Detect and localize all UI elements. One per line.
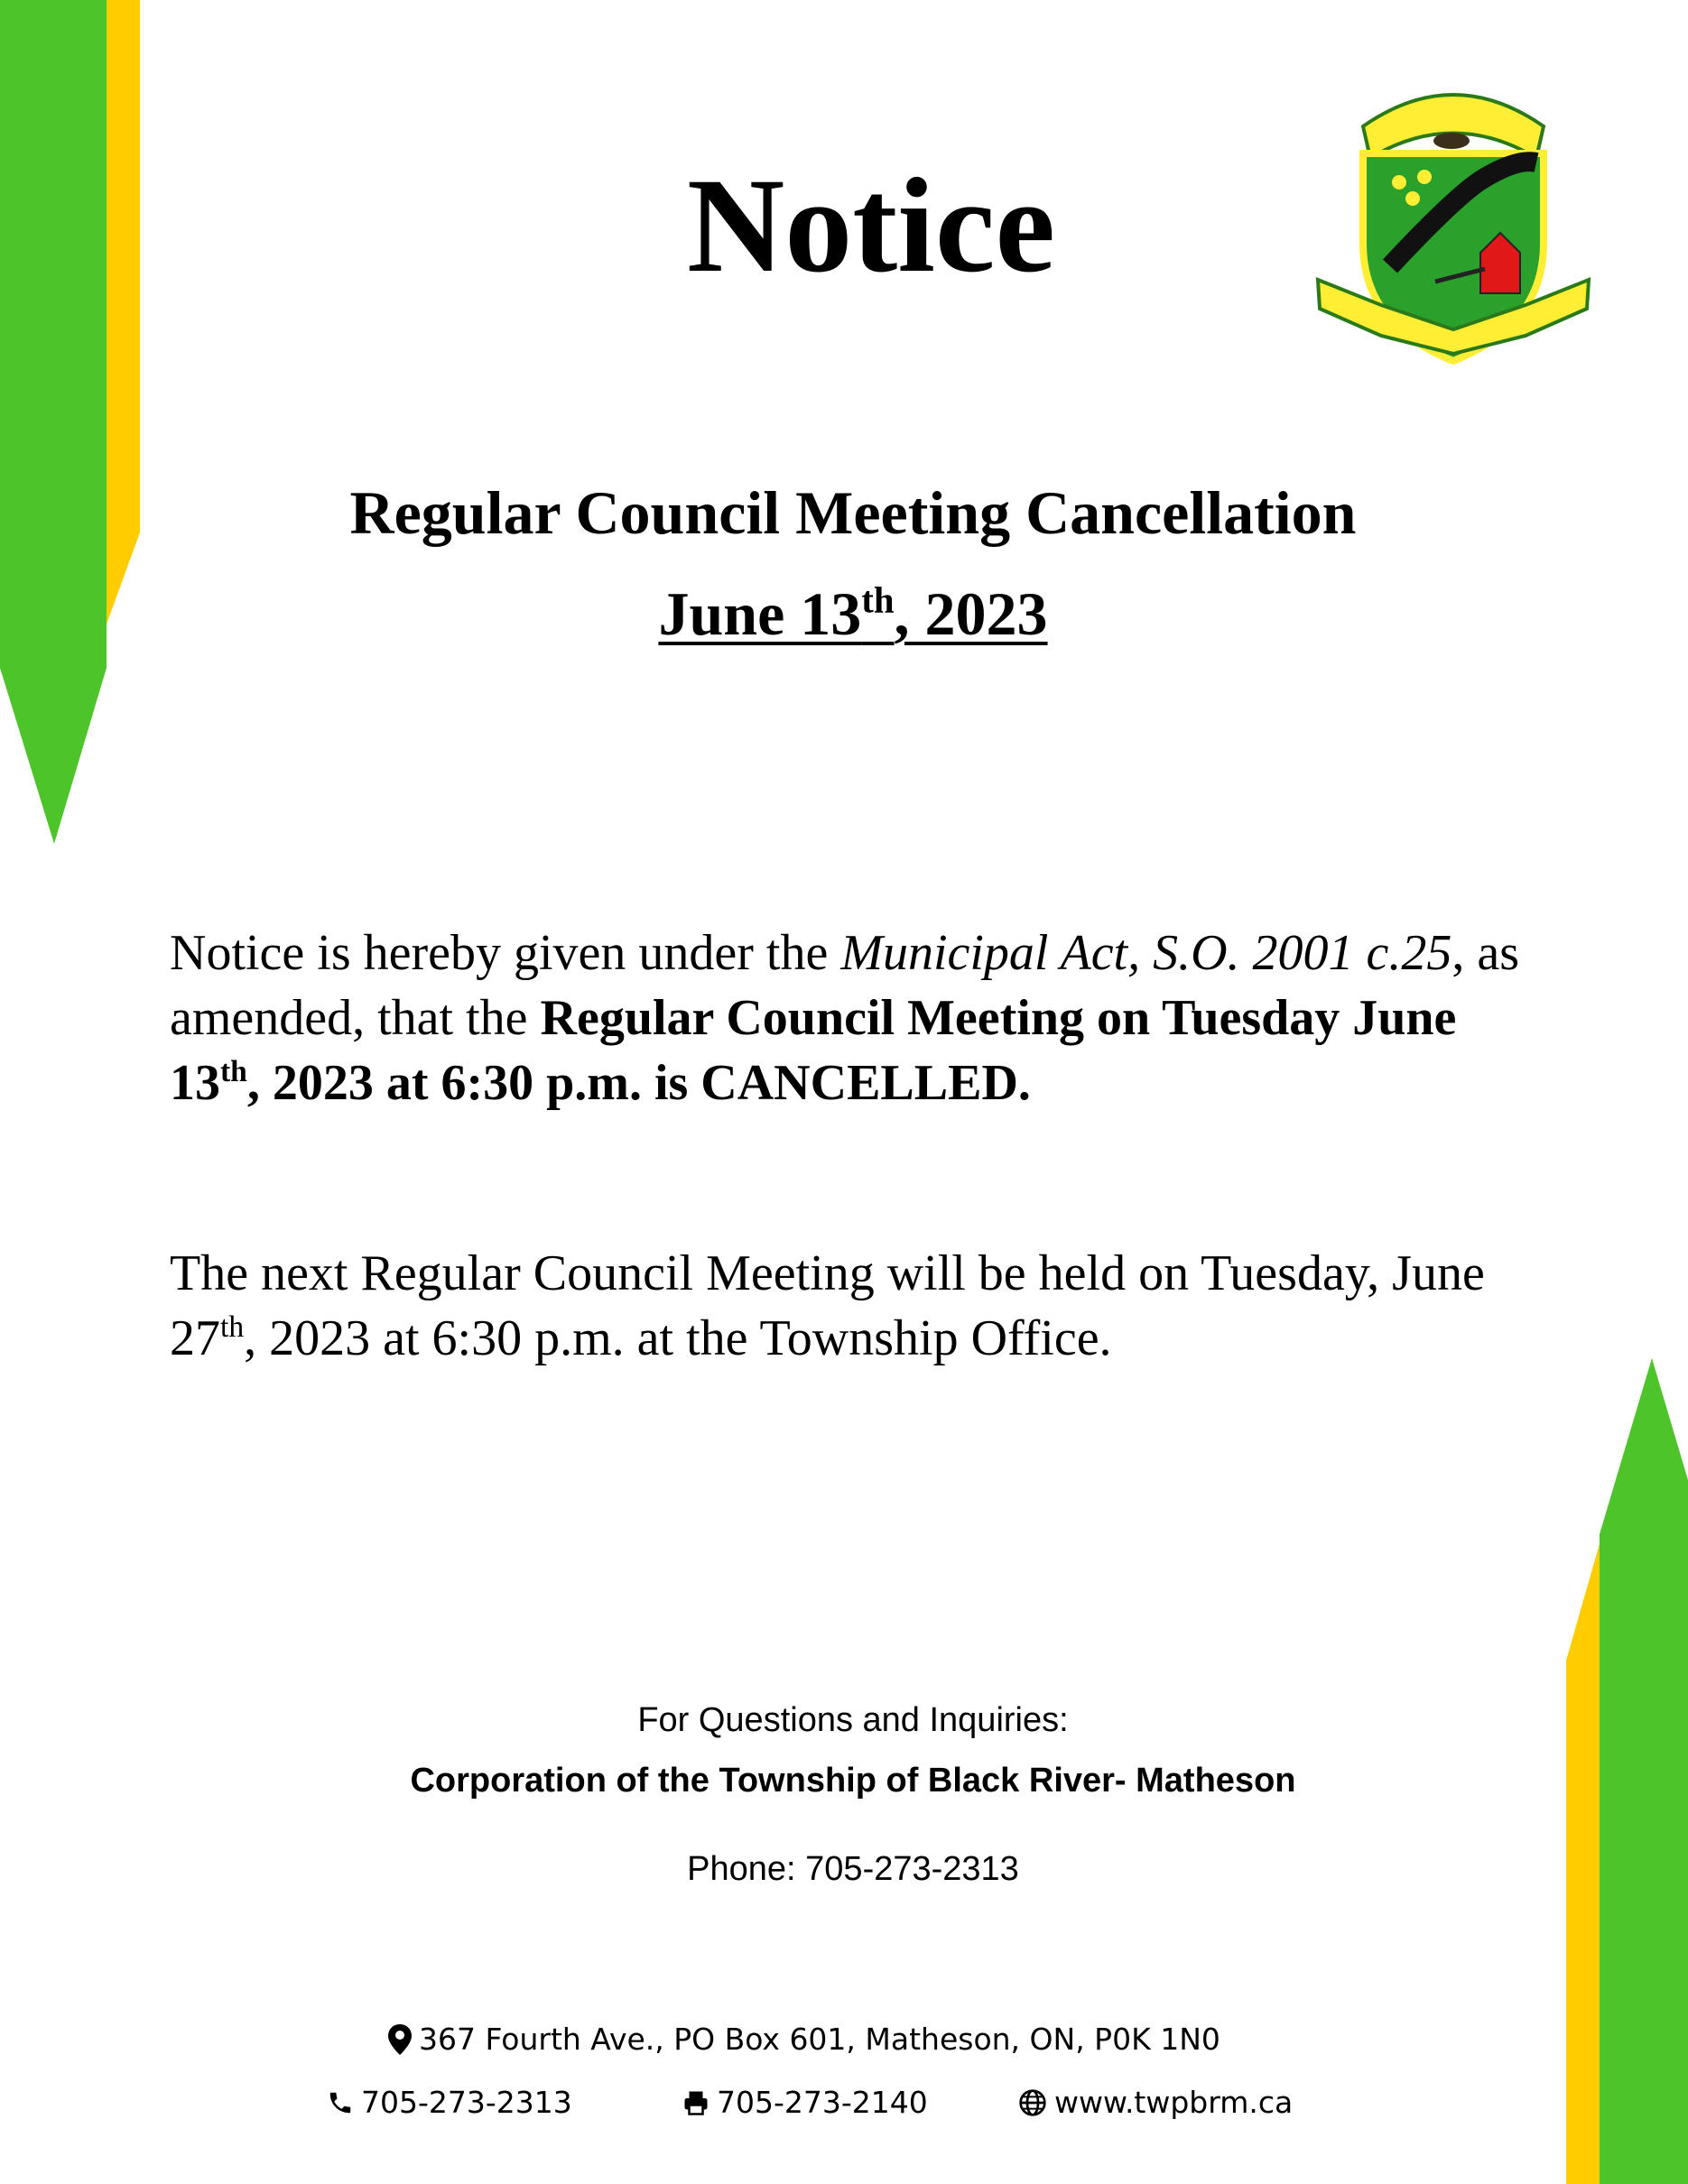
municipal-act-reference: Municipal Act, S.O. 2001 c.25: [840, 925, 1452, 981]
fax-printer-icon: [682, 2089, 710, 2116]
contact-fax: 705-273-2140: [682, 2085, 928, 2120]
township-logo: [1300, 72, 1607, 370]
cancellation-paragraph: Notice is hereby given under the Municipal Act, S.O. 2001 c.25, as amended, that the Regular Council Meeting on Tuesday June 13th, 2023 at 6:30 p.m. is CANCELLED.: [170, 925, 1520, 1111]
phone-icon: [327, 2089, 354, 2116]
top-left-green-pencil: [0, 0, 107, 844]
contact-phone: 705-273-2313: [327, 2085, 572, 2120]
meeting-cancellation-subtitle: Regular Council Meeting Cancellation: [349, 478, 1357, 547]
footer-phone: Phone: 705-273-2313: [687, 1850, 1019, 1888]
contact-address: 367 Fourth Ave., PO Box 601, Matheson, ON, P0K 1N0: [388, 2022, 1220, 2057]
cancellation-statement: Regular Council Meeting on Tuesday June 13th, 2023 at 6:30 p.m. is CANCELLED.: [170, 990, 1457, 1111]
corporation-name: Corporation of the Township of Black River- Matheson: [410, 1762, 1296, 1800]
inquiries-label: For Questions and Inquiries:: [637, 1701, 1069, 1739]
contact-website[interactable]: [1018, 2085, 1293, 2120]
next-meeting-paragraph: The next Regular Council Meeting will be held on Tuesday, June 27th, 2023 at 6:30 p.m. at the Township Office.: [170, 1245, 1485, 1366]
website-link[interactable]: www.twpbrm.ca: [1054, 2085, 1294, 2120]
meeting-date-heading: June 13th, 2023: [658, 579, 1048, 648]
page-title: Notice: [686, 151, 1056, 301]
globe-icon: [1018, 2088, 1047, 2117]
location-pin-icon: [388, 2024, 412, 2055]
